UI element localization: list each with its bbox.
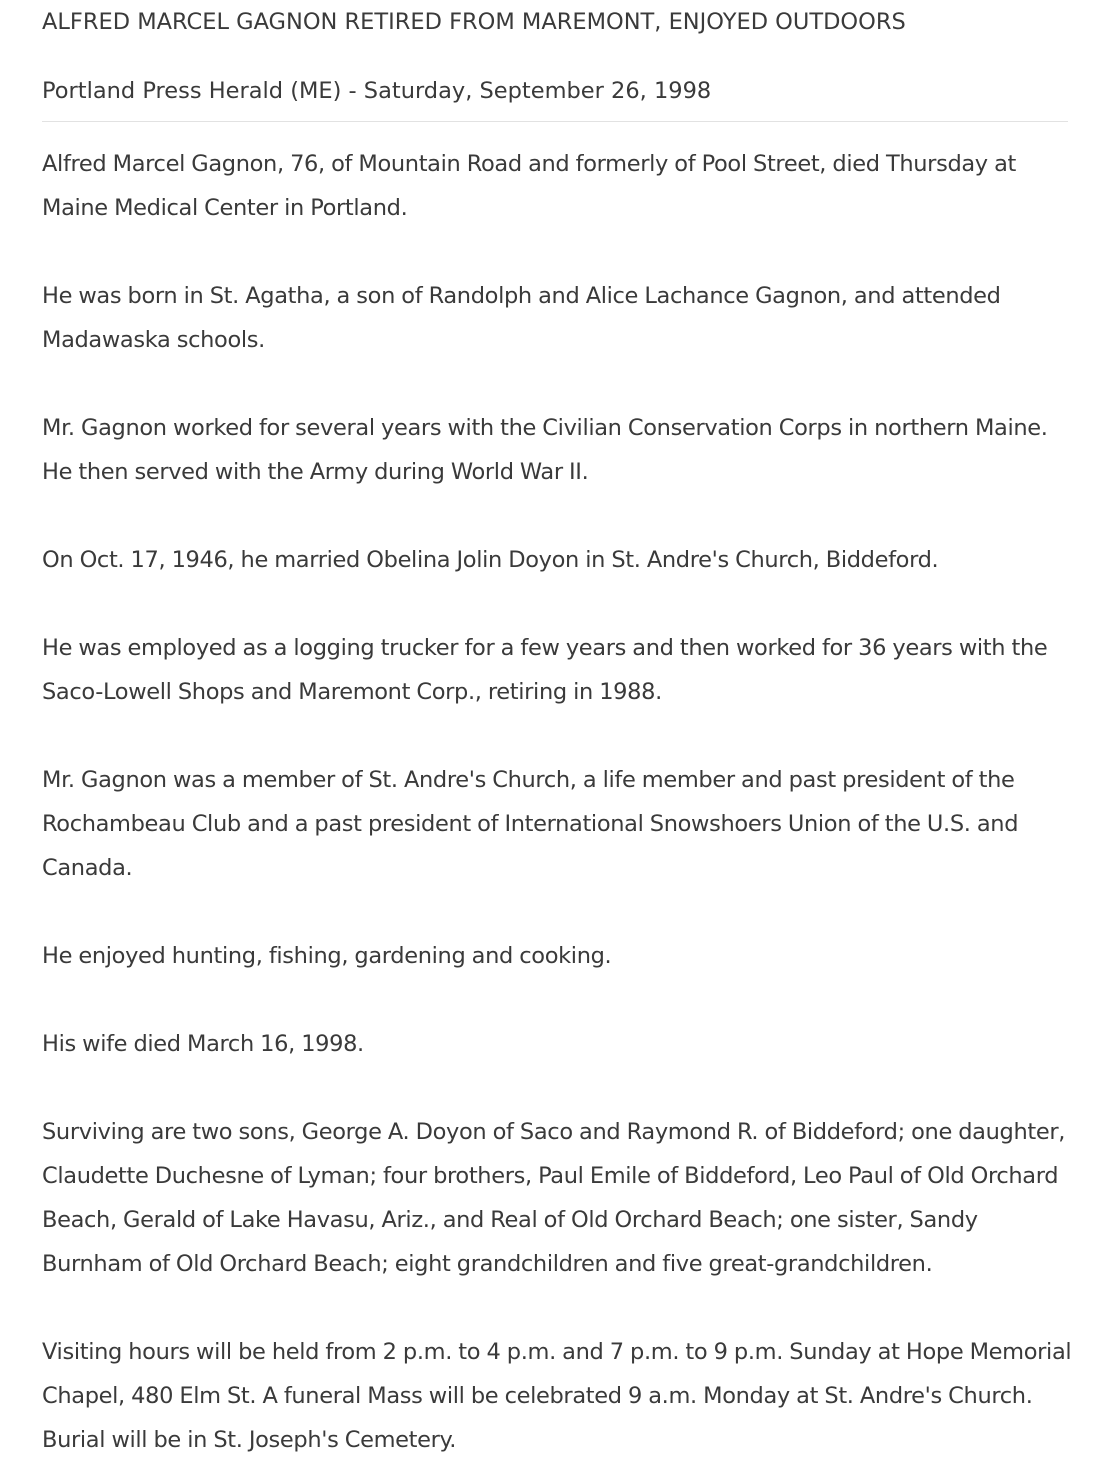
article-paragraph: His wife died March 16, 1998.	[42, 1031, 364, 1057]
article-paragraph: Visiting hours will be held from 2 p.m. to 4 p.m. and 7 p.m. to 9 p.m. Sunday at Hope Memorial Chapel, 480 Elm St. A funeral Mass will be celebrated 9 a.m. Monday at St. Andre's Church. Burial will be in St. Joseph's Cemetery.	[42, 1339, 1072, 1453]
article-headline: ALFRED MARCEL GAGNON RETIRED FROM MAREMONT, ENJOYED OUTDOORS	[42, 9, 906, 35]
article-paragraph: Mr. Gagnon worked for several years with the Civilian Conservation Corps in northern Maine. He then served with the Army during World War II.	[42, 415, 1048, 485]
header-divider	[42, 121, 1068, 122]
article-source-line: Portland Press Herald (ME) - Saturday, September 26, 1998	[42, 78, 712, 104]
article-paragraph: Mr. Gagnon was a member of St. Andre's Church, a life member and past president of the Rochambeau Club and a past president of International Snowshoers Union of the U.S. and Canada.	[42, 767, 1019, 881]
article-paragraph: Surviving are two sons, George A. Doyon of Saco and Raymond R. of Biddeford; one daughter, Claudette Duchesne of Lyman; four brothers, Paul Emile of Biddeford, Leo Paul of Old Orchard Beach, Gerald of Lake Havasu, Ariz., and Real of Old Orchard Beach; one sister, Sandy Burnham of Old Orchard Beach; eight grandchildren and five great-grandchildren.	[42, 1119, 1066, 1277]
article-paragraph: On Oct. 17, 1946, he married Obelina Jolin Doyon in St. Andre's Church, Biddeford.	[42, 547, 939, 573]
article-paragraph: He was born in St. Agatha, a son of Randolph and Alice Lachance Gagnon, and attended Madawaska schools.	[42, 283, 1001, 353]
article-paragraph: He was employed as a logging trucker for a few years and then worked for 36 years with the Saco-Lowell Shops and Maremont Corp., retiring in 1988.	[42, 635, 1048, 705]
article-paragraph: He enjoyed hunting, fishing, gardening and cooking.	[42, 943, 612, 969]
article-body	[42, 142, 1082, 1462]
article-paragraph: Alfred Marcel Gagnon, 76, of Mountain Road and formerly of Pool Street, died Thursday at Maine Medical Center in Portland.	[42, 151, 1016, 221]
